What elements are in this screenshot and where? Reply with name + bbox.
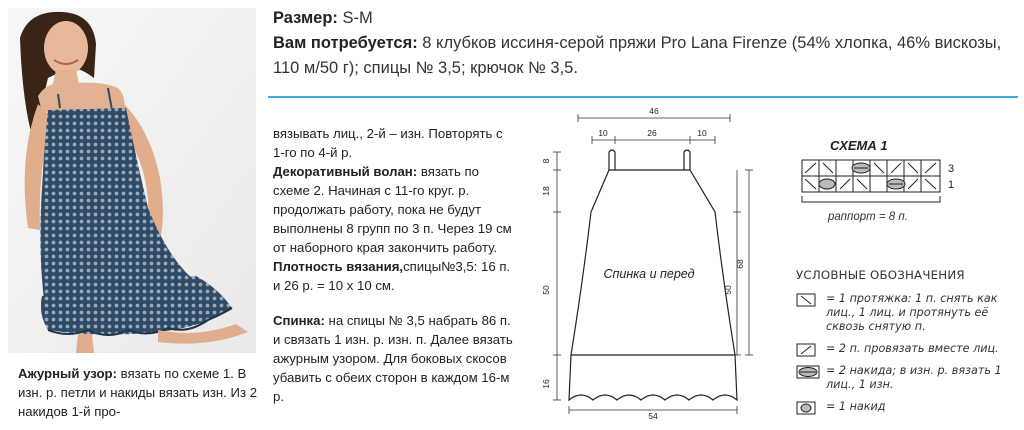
stitch-scheme [790, 136, 1020, 236]
dim-top-mid: 26 [647, 128, 657, 138]
instructions-p2 [273, 162, 513, 257]
right-strap [684, 150, 690, 170]
legend-item-double-yarn-over [796, 364, 1021, 392]
size-value: S-M [337, 9, 373, 27]
materials-line [273, 31, 1013, 81]
back-label: Спинка: [273, 313, 325, 328]
legend-item-backslash [796, 292, 1021, 334]
size-label: Размер: [273, 9, 338, 27]
legend-item-slash [796, 342, 1021, 356]
dress-illustration [8, 8, 256, 353]
legend-text-double-yarn-over: = 2 накида; в изн. р. вязать 1 лиц., 1 изн. [826, 364, 1002, 391]
dim-right-total: 68 [735, 259, 745, 269]
dim-bottom: 54 [648, 411, 658, 421]
dim-top-right: 10 [697, 128, 707, 138]
lace-pattern-caption [18, 364, 258, 421]
instructions-column [273, 124, 513, 406]
scheme-grid [802, 160, 940, 202]
size-line [273, 6, 1013, 31]
materials-value: 8 клубков иссиня-серой пряжи Pro Lana Firenze (54% хлопка, 46% вискозы, 110 м/50 г); спицы № 3,5; крючок № 3,5. [273, 34, 1002, 77]
dim-right-inner: 50 [723, 285, 733, 295]
dim-left-main: 50 [541, 285, 551, 295]
dim-top-total: 46 [649, 106, 659, 116]
caption-label: Ажурный узор: [18, 366, 117, 381]
legend-text-slash: = 2 п. провязать вместе лиц. [826, 342, 999, 355]
instructions-p4 [273, 311, 513, 406]
dim-left-second: 18 [541, 186, 551, 196]
backslash-symbol-icon [796, 293, 816, 307]
left-strap [609, 150, 615, 170]
accent-divider [268, 96, 1018, 98]
slash-symbol-icon [796, 343, 816, 357]
gauge-label: Плотность вязания, [273, 259, 404, 274]
legend-item-yarn-over [796, 400, 1021, 414]
legend-title: УСЛОВНЫЕ ОБОЗНАЧЕНИЯ [796, 268, 965, 282]
ruffle-label: Декоративный волан: [273, 164, 418, 179]
double-yarn-over-symbol-icon [796, 365, 820, 379]
pattern-schematic [535, 100, 755, 430]
model-photo [8, 8, 256, 353]
yarn-over-symbol-icon [796, 401, 816, 415]
dim-top-left: 10 [598, 128, 608, 138]
symbol-legend [796, 268, 1021, 422]
instructions-p3 [273, 257, 513, 295]
pattern-header [273, 6, 1013, 81]
back-text: на спицы № 3,5 набрать 86 п. и связать 1 изн. р. изн. п. Далее вязать ажурным узором. Для боковых скосов убавить с обеих сторон в каждом 16-м р. [273, 313, 513, 404]
caption-text: вязать по схеме 1. В изн. р. петли и накиды вязать изн. Из 2 накидов 1-й про- [18, 366, 258, 419]
garment-outline [569, 170, 737, 400]
scheme-row-top: 3 [948, 163, 955, 175]
dim-left-bottom: 16 [541, 379, 551, 389]
scheme-repeat: раппорт = 8 п. [828, 211, 908, 223]
dim-left-top: 8 [541, 158, 551, 164]
legend-text-backslash: = 1 протяжка: 1 п. снять как лиц., 1 лиц. и протянуть её сквозь снятую п. [826, 292, 998, 333]
piece-label: Спинка и перед [603, 267, 695, 281]
scheme-title: СХЕМА 1 [830, 138, 888, 153]
scheme-row-bottom: 1 [948, 179, 955, 191]
gauge-text: спицы№3,5: 16 п. и 26 р. = 10 х 10 см. [273, 259, 511, 293]
materials-label: Вам потребуется: [273, 34, 418, 52]
instructions-p1: вязывать лиц., 2-й – изн. Повторять с 1-го по 4-й р. [273, 126, 503, 160]
legend-text-yarn-over: = 1 накид [826, 400, 886, 413]
ruffle-text: вязать по схеме 2. Начиная с 11-го круг. р. продолжать работу, пока не будут выполнены 8 групп по 3 п. Через 19 см от наборного края закончить работу. [273, 164, 512, 255]
